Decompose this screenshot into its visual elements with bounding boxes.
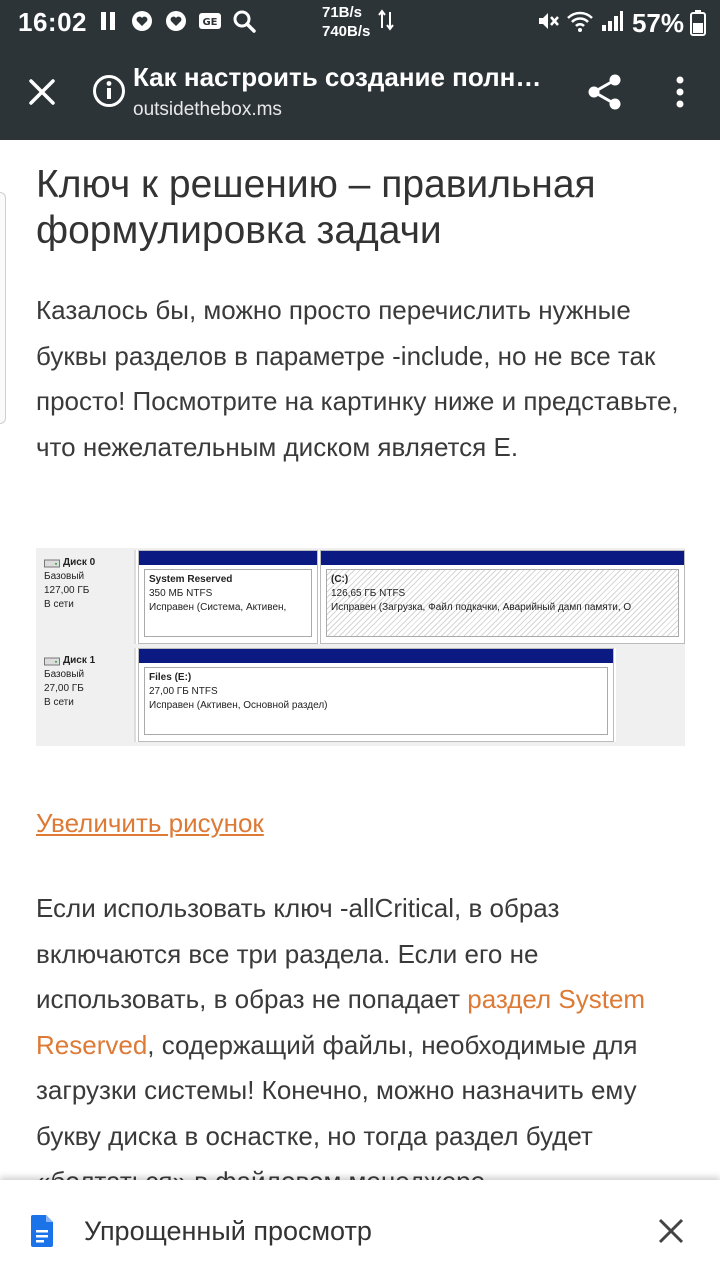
close-icon — [22, 72, 62, 112]
partition-state: Исправен (Активен, Основной раздел) — [149, 700, 328, 711]
battery-percentage: 57% — [631, 8, 684, 38]
paragraph-text: Если использовать ключ -allCritical, в образ включаются все три раздела. Если его не использовать, в образ не попадает — [36, 893, 560, 1014]
disk-name: Диск 1 — [63, 655, 96, 666]
enlarge-image-link[interactable]: Увеличить рисунок — [36, 808, 264, 838]
more-vertical-icon — [664, 72, 696, 112]
data-transfer-icon — [378, 8, 394, 37]
close-tab-button[interactable] — [22, 72, 62, 112]
partition-fs: 350 МБ NTFS — [149, 588, 213, 599]
pause-icon — [96, 9, 120, 33]
document-icon — [30, 1214, 54, 1248]
article-paragraph-2 — [36, 886, 696, 1205]
page-url: outsidethebox.ms — [133, 99, 282, 120]
partition-fs: 126,65 ГБ NTFS — [331, 588, 406, 599]
share-button[interactable] — [585, 72, 625, 112]
disk-name: Диск 0 — [63, 557, 96, 568]
net-download: 740B/s — [322, 23, 371, 40]
disk-size: 27,00 ГБ — [44, 683, 84, 694]
net-upload: 71B/s — [322, 4, 363, 21]
ge-badge-icon — [198, 9, 222, 33]
article-content[interactable] — [0, 140, 720, 1180]
partition-name: System Reserved — [149, 574, 233, 585]
partition-name: Files (E:) — [149, 672, 192, 683]
disk-management-image — [36, 548, 685, 746]
page-title-block — [133, 62, 553, 121]
close-simplified-view-button[interactable] — [656, 1216, 686, 1246]
svg-text:GE: GE — [202, 17, 218, 28]
heart-message-icon — [130, 9, 154, 33]
partition-name: (C:) — [331, 574, 349, 585]
partition-files-e — [138, 648, 614, 742]
site-info-button[interactable] — [92, 74, 126, 108]
signal-icon — [600, 9, 624, 33]
info-icon — [92, 74, 126, 108]
article-paragraph-1: Казалось бы, можно просто перечислить нужные буквы разделов в параметре -include, но не все так просто! Посмотрите на картинку ниже и представьте, что нежелательным диском является E. — [36, 295, 679, 462]
paragraph-text: , содержащий файлы, необходимые для загрузки системы! Конечно, можно назначить ему букву диска в оснастке, но тогда раздел будет — [36, 1029, 638, 1151]
disk-label-1 — [36, 648, 136, 742]
partition-state: Исправен (Система, Активен, — [149, 602, 287, 613]
close-icon — [656, 1216, 686, 1246]
simplified-view-bar[interactable] — [0, 1180, 720, 1280]
search-icon — [232, 9, 256, 33]
disk-type: Базовый — [44, 669, 85, 680]
disk-drive-icon — [44, 559, 60, 568]
heart-message-icon — [164, 9, 188, 33]
page-title: Как настроить создание полн… — [133, 62, 542, 92]
unallocated-area — [616, 648, 685, 742]
status-time: 16:02 — [18, 7, 87, 37]
partition-fs: 27,00 ГБ NTFS — [149, 686, 218, 697]
partition-state: Исправен (Загрузка, Файл подкачки, Аварийный дамп памяти, О — [331, 602, 632, 613]
partition-c — [320, 550, 685, 644]
system-reserved-link[interactable]: раздел System Reserved — [36, 984, 646, 1060]
disk-size: 127,00 ГБ — [44, 585, 90, 596]
disk-status: В сети — [44, 697, 74, 708]
share-icon — [585, 72, 625, 112]
browser-app-bar — [0, 44, 720, 140]
partition-system-reserved — [138, 550, 318, 644]
edge-panel-handle[interactable] — [0, 192, 6, 424]
system-icons — [536, 9, 624, 33]
disk-label-0 — [36, 550, 136, 644]
article-heading: Ключ к решению – правильная формулировка задачи — [36, 163, 596, 252]
simplified-view-label: Упрощенный просмотр — [84, 1216, 372, 1246]
disk-drive-icon — [44, 657, 60, 666]
wifi-icon — [568, 9, 592, 33]
network-speed — [322, 3, 370, 41]
more-options-button[interactable] — [664, 72, 696, 112]
disk-row-0 — [36, 550, 685, 644]
disk-type: Базовый — [44, 571, 85, 582]
disk-status: В сети — [44, 599, 74, 610]
mute-icon — [536, 9, 560, 33]
battery-icon — [690, 10, 706, 41]
disk-row-1 — [36, 648, 685, 742]
notification-icons — [96, 9, 256, 33]
status-bar — [0, 0, 720, 44]
